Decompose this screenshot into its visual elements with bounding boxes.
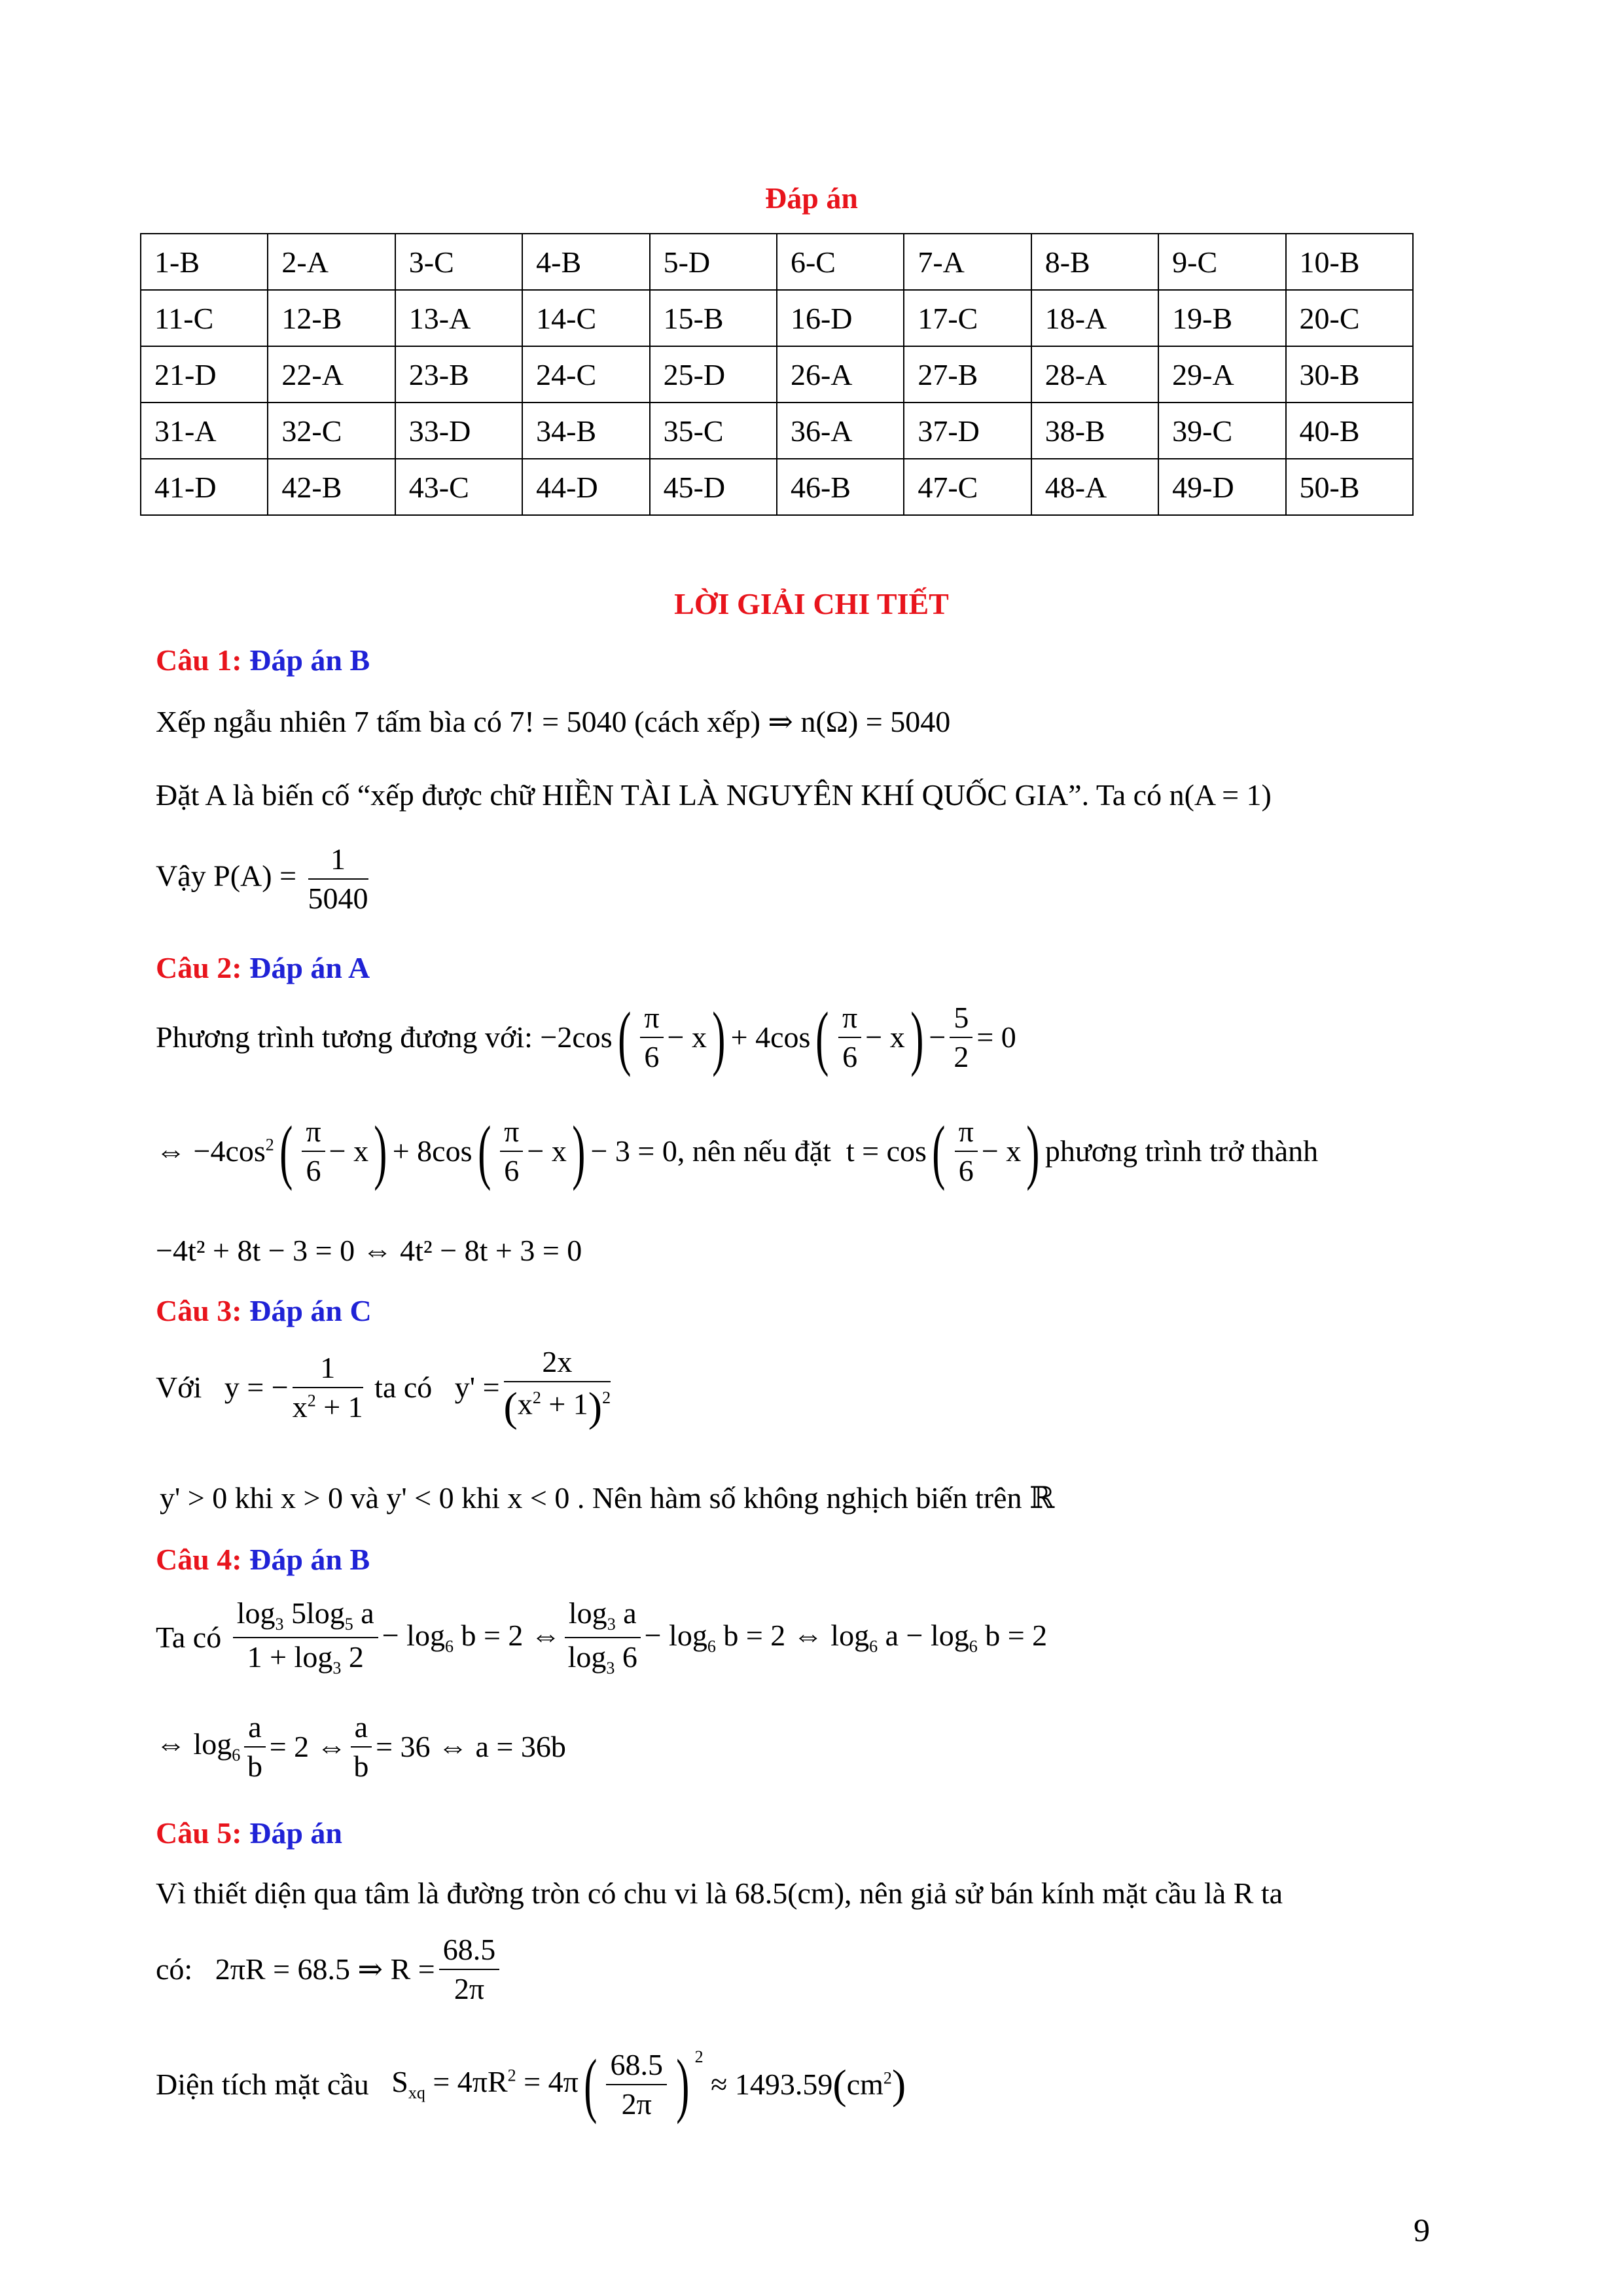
q1-answer: Đáp án B xyxy=(249,643,370,677)
q2-line2: ⇔ $-4\cos^2$( $\frac{\pi}{6}$ − x) + 8cos( $\frac{\pi}{6}$ − x) − 3 = 0, nên nếu đặt t = cos( $\frac{\pi}{6}$ − x) phương trình trở thành xyxy=(156,1111,1319,1191)
q1-line3 xyxy=(156,844,372,914)
q5-line3-prefix: Diện tích mặt cầu xyxy=(156,2068,369,2101)
q1-fraction xyxy=(308,844,368,914)
answer-row xyxy=(141,234,1413,290)
q4-line1-prefix: Ta có xyxy=(156,1621,222,1655)
q3-heading xyxy=(156,1296,372,1326)
answer-cell: 47-C xyxy=(904,459,1031,515)
answer-cell: 14-C xyxy=(522,290,649,346)
answer-cell: 16-D xyxy=(777,290,904,346)
answer-cell: 38-B xyxy=(1031,403,1158,459)
answer-cell: 31-A xyxy=(141,403,268,459)
q2-line1-prefix: Phương trình tương đương với: xyxy=(156,1020,533,1054)
q2-line1: Phương trình tương đương với: −2cos( $\frac{\pi}{6}$ − x) + 4cos( $\frac{\pi}{6}$ − x) − $\frac{5}{2}$ = 0 xyxy=(156,997,1016,1077)
answer-cell: 29-A xyxy=(1158,346,1285,403)
q5-heading xyxy=(156,1818,342,1848)
q2-heading xyxy=(156,953,370,983)
answer-cell: 49-D xyxy=(1158,459,1285,515)
answer-cell: 9-C xyxy=(1158,234,1285,290)
answer-cell: 1-B xyxy=(141,234,268,290)
answer-cell: 40-B xyxy=(1286,403,1413,459)
answer-cell: 10-B xyxy=(1286,234,1413,290)
answer-cell: 39-C xyxy=(1158,403,1285,459)
answer-cell: 18-A xyxy=(1031,290,1158,346)
q4-answer: Đáp án B xyxy=(249,1543,370,1576)
q3-answer: Đáp án C xyxy=(249,1294,372,1327)
q3-line1-prefix: Với xyxy=(156,1371,202,1404)
q3-label: Câu 3: xyxy=(156,1294,242,1327)
solution-title: LỜI GIẢI CHI TIẾT xyxy=(674,587,949,620)
q3-line1-mid: ta có xyxy=(374,1371,433,1404)
answer-cell: 41-D xyxy=(141,459,268,515)
answer-cell: 30-B xyxy=(1286,346,1413,403)
q3-line1: Với y = − $\frac{1}{x^2 + 1}$ ta có y' = $\frac{2x}{(x^2 + 1)^2}$ xyxy=(156,1345,611,1430)
answer-cell: 34-B xyxy=(522,403,649,459)
answer-cell: 44-D xyxy=(522,459,649,515)
answer-row xyxy=(141,403,1413,459)
q5-line3: Diện tích mặt cầu $S_{xq} = 4\pi R^2 = 4\pi$( $\frac{68.5}{2\pi}$ ) $^2 \approx 1493.59(cm^2)$ xyxy=(156,2045,906,2125)
answer-cell: 46-B xyxy=(777,459,904,515)
answer-cell: 35-C xyxy=(650,403,777,459)
q5-answer: Đáp án xyxy=(249,1816,343,1850)
q1-line3-prefix: Vậy P(A) = xyxy=(156,859,297,893)
answer-cell: 19-B xyxy=(1158,290,1285,346)
answer-cell: 2-A xyxy=(268,234,395,290)
answer-cell: 6-C xyxy=(777,234,904,290)
answer-cell: 28-A xyxy=(1031,346,1158,403)
answer-cell: 11-C xyxy=(141,290,268,346)
answer-cell: 42-B xyxy=(268,459,395,515)
answer-cell: 48-A xyxy=(1031,459,1158,515)
q1-line1: Xếp ngẫu nhiên 7 tấm bìa có 7! = 5040 (cách xếp) ⇒ n(Ω) = 5040 xyxy=(156,705,951,738)
q2-line2-suffix: , nên nếu đặt xyxy=(677,1134,831,1168)
q2-answer: Đáp án A xyxy=(249,951,370,984)
answer-cell: 36-A xyxy=(777,403,904,459)
q1-line2: Đặt A là biến cố “xếp được chữ HIỀN TÀI LÀ NGUYÊN KHÍ QUỐC GIA”. Ta có n(A = 1) xyxy=(156,778,1272,812)
q1-frac-num: 1 xyxy=(308,844,368,880)
q4-line1: Ta có $\frac{\log_3 5\log_5 a}{1 + \log_3 2}$ − $\log_6 b = 2$ ⇔ $\frac{\log_3 a}{\log_3 6}$ − $\log_6 b = 2$ ⇔ $\log_6 a - \log_6 b = 2$ xyxy=(156,1596,1048,1678)
q4-heading xyxy=(156,1545,370,1575)
answer-cell: 3-C xyxy=(395,234,522,290)
answer-cell: 27-B xyxy=(904,346,1031,403)
answer-cell: 13-A xyxy=(395,290,522,346)
answer-cell: 21-D xyxy=(141,346,268,403)
page-number: 9 xyxy=(1414,2212,1430,2248)
q2-label: Câu 2: xyxy=(156,951,242,984)
answer-cell: 17-C xyxy=(904,290,1031,346)
q2-line3: −4t² + 8t − 3 = 0 ⇔ 4t² − 8t + 3 = 0 xyxy=(156,1234,582,1267)
q4-line2: ⇔ $\log_6$ $\frac{a}{b}$ = 2 ⇔ $\frac{a}{b}$ = 36 ⇔ a = 36b xyxy=(156,1710,566,1783)
answer-cell: 37-D xyxy=(904,403,1031,459)
answer-cell: 45-D xyxy=(650,459,777,515)
answer-cell: 22-A xyxy=(268,346,395,403)
answer-cell: 50-B xyxy=(1286,459,1413,515)
answer-cell: 15-B xyxy=(650,290,777,346)
answer-cell: 33-D xyxy=(395,403,522,459)
q4-label: Câu 4: xyxy=(156,1543,242,1576)
answer-cell: 20-C xyxy=(1286,290,1413,346)
q3-line2: y' > 0 khi x > 0 và y' < 0 khi x < 0 . Nên hàm số không nghịch biến trên ℝ xyxy=(160,1481,1055,1515)
answer-row xyxy=(141,346,1413,403)
q2-line2-end: phương trình trở thành xyxy=(1044,1134,1319,1168)
q1-label: Câu 1: xyxy=(156,643,242,677)
answer-cell: 26-A xyxy=(777,346,904,403)
answer-table xyxy=(140,233,1414,516)
q5-line2-prefix: có: xyxy=(156,1952,193,1986)
q1-heading xyxy=(156,645,370,675)
answer-cell: 7-A xyxy=(904,234,1031,290)
answer-cell: 23-B xyxy=(395,346,522,403)
q1-frac-den: 5040 xyxy=(308,882,368,915)
answer-cell: 32-C xyxy=(268,403,395,459)
answer-row xyxy=(141,459,1413,515)
answer-row xyxy=(141,290,1413,346)
q5-line2: có: 2πR = 68.5 ⇒ R = $\frac{68.5}{2\pi}$ xyxy=(156,1935,503,2004)
answer-cell: 24-C xyxy=(522,346,649,403)
answer-cell: 25-D xyxy=(650,346,777,403)
answer-cell: 8-B xyxy=(1031,234,1158,290)
answer-cell: 43-C xyxy=(395,459,522,515)
answer-cell: 12-B xyxy=(268,290,395,346)
q5-line1: Vì thiết diện qua tâm là đường tròn có chu vi là 68.5(cm), nên giả sử bán kính mặt cầu là R ta xyxy=(156,1876,1283,1910)
q5-label: Câu 5: xyxy=(156,1816,242,1850)
answers-title: Đáp án xyxy=(765,181,858,215)
answer-cell: 4-B xyxy=(522,234,649,290)
answer-cell: 5-D xyxy=(650,234,777,290)
